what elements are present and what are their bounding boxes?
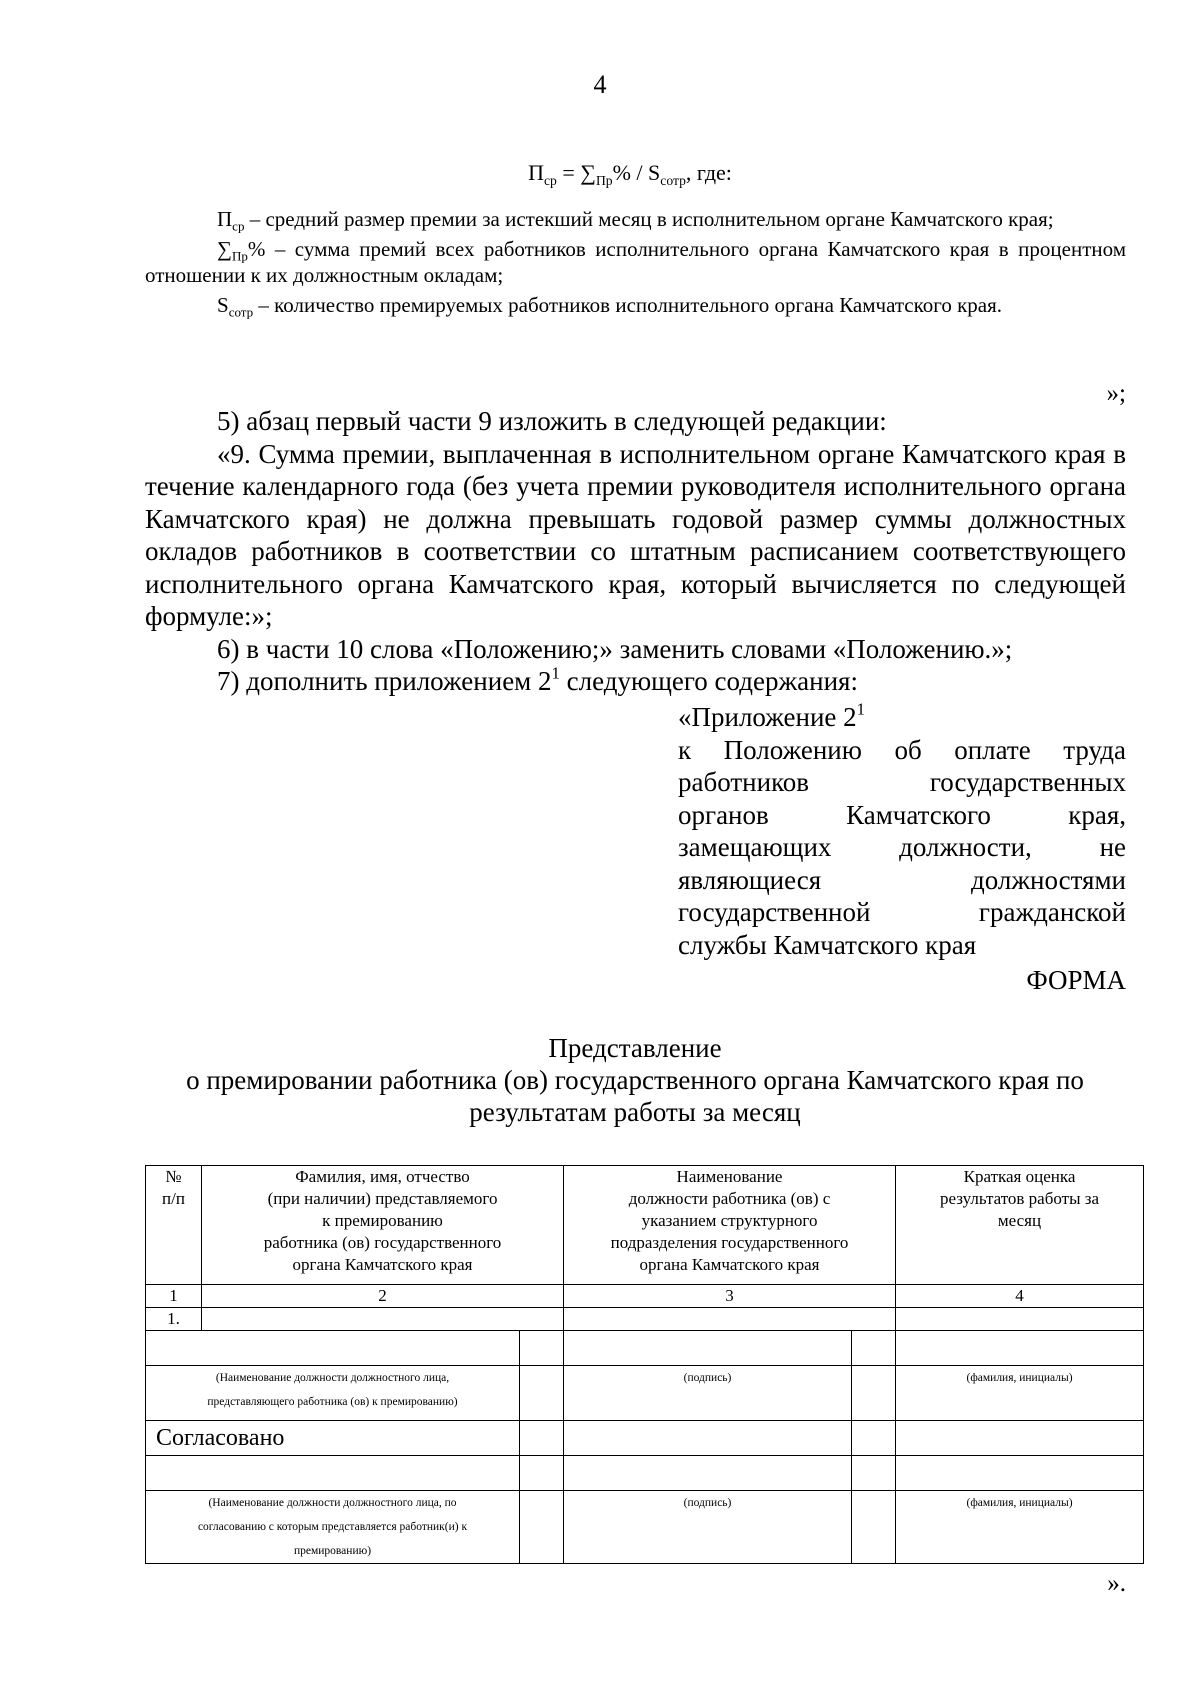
row-cell-assessment[interactable] xyxy=(896,1308,1144,1331)
title-line: результатам работы за месяц xyxy=(469,1097,801,1127)
appendix-line: органов Камчатского края, xyxy=(678,799,1126,830)
appendix-line: государственной гражданской xyxy=(678,897,1126,927)
agreed-row xyxy=(146,1421,1144,1456)
agreed-cell xyxy=(564,1421,852,1456)
column-number: 3 xyxy=(564,1285,896,1308)
definition-sum: $\sum_{Пр}\%$ – сумма премий всех работников исполнительного органа Камчатского края в процентном отношении к их должностным окладам; xyxy=(145,237,1126,287)
table-header-row xyxy=(146,1166,1144,1285)
item-9-text: «9. Сумма премии, выплаченная в исполнительном органе Камчатского края в течение календарного года (без учета премии руководителя исполнительного органа Камчатского края) не должна превышать годовой размер суммы должностных окладов работников в соответствии со штатным расписанием соответствующего исполнительного органа Камчатского края, который вычисляется по следующей формуле:»; xyxy=(145,438,1126,631)
spacer-cell xyxy=(852,1331,896,1366)
appendix-line: работников государственных xyxy=(678,767,1126,797)
approver-signature-caption: (подпись) xyxy=(564,1491,852,1564)
formula-definitions xyxy=(145,206,1126,322)
appendix-line: замещающих должности, не xyxy=(678,832,1126,862)
title-line: о премировании работника (ов) государственного органа Камчатского края по xyxy=(186,1065,1084,1095)
formula: $П_{ср} = \sum_{Пр}\% / S_{сотр}$, где: xyxy=(528,160,732,188)
approver-position-caption: (Наименование должности должностного лица, по согласованию с которым представляется работник(и) к премированию) xyxy=(146,1491,520,1564)
signature-caption-row xyxy=(146,1366,1144,1421)
spacer-cell xyxy=(520,1366,564,1421)
table-row xyxy=(146,1308,1144,1331)
header-number: № п/п xyxy=(146,1166,202,1285)
signature-blank-row xyxy=(146,1331,1144,1366)
amendments-body xyxy=(145,405,1126,698)
column-number-row xyxy=(146,1285,1144,1308)
item-7: 7) дополнить приложением $2^1$ следующего содержания: xyxy=(217,663,858,696)
document-title xyxy=(0,1032,1200,1128)
item-5: 5) абзац первый части 9 изложить в следующей редакции: xyxy=(217,406,887,436)
approver-signature-blank[interactable] xyxy=(564,1456,852,1491)
spacer-cell xyxy=(852,1366,896,1421)
spacer-cell xyxy=(520,1491,564,1564)
form-label: ФОРМА xyxy=(1026,965,1126,995)
item-6: 6) в части 10 слова «Положению;» заменить словами «Положению.»; xyxy=(217,633,1013,664)
spacer-cell xyxy=(852,1421,896,1456)
approver-name-caption: (фамилия, инициалы) xyxy=(896,1491,1144,1564)
name-caption: (фамилия, инициалы) xyxy=(896,1366,1144,1421)
header-position: Наименование должности работника (ов) с указанием структурного подразделения государственного органа Камчатского края xyxy=(564,1166,896,1285)
spacer-cell xyxy=(520,1421,564,1456)
spacer-cell xyxy=(520,1331,564,1366)
appendix-title: «Приложение $2^1$ xyxy=(678,699,866,732)
agreed-cell xyxy=(896,1421,1144,1456)
appendix-heading xyxy=(678,701,1126,961)
title-line: Представление xyxy=(548,1033,722,1063)
row-cell-position[interactable] xyxy=(564,1308,896,1331)
approval-caption-row xyxy=(146,1491,1144,1564)
name-blank[interactable] xyxy=(896,1331,1144,1366)
signature-caption: (подпись) xyxy=(564,1366,852,1421)
agreed-label: Согласовано xyxy=(146,1421,520,1456)
bonus-form-table xyxy=(145,1165,1144,1564)
definition-s-staff: $S_{сотр}$ – количество премируемых работников исполнительного органа Камчатского края. xyxy=(217,293,1003,320)
row-cell-name[interactable] xyxy=(202,1308,564,1331)
appendix-line: службы Камчатского края xyxy=(678,929,977,960)
spacer-cell xyxy=(520,1456,564,1491)
closing-quote-1: »; xyxy=(1106,380,1126,407)
position-blank[interactable] xyxy=(146,1331,520,1366)
appendix-line: к Положению об оплате труда xyxy=(678,734,1126,765)
signature-blank[interactable] xyxy=(564,1331,852,1366)
row-number: 1. xyxy=(146,1308,202,1331)
approver-position-blank[interactable] xyxy=(146,1456,520,1491)
page-number: 4 xyxy=(593,70,607,99)
approval-blank-row xyxy=(146,1456,1144,1491)
approver-name-blank[interactable] xyxy=(896,1456,1144,1491)
header-assessment: Краткая оценка результатов работы за месяц xyxy=(896,1166,1144,1285)
closing-quote-2: ». xyxy=(1107,1570,1126,1597)
appendix-line: являющиеся должностями xyxy=(678,864,1126,895)
position-caption: (Наименование должности должностного лица, представляющего работника (ов) к премированию) xyxy=(146,1366,520,1421)
spacer-cell xyxy=(852,1456,896,1491)
column-number: 1 xyxy=(146,1285,202,1308)
column-number: 2 xyxy=(202,1285,564,1308)
spacer-cell xyxy=(852,1491,896,1564)
header-full-name: Фамилия, имя, отчество (при наличии) представляемого к премированию работника (ов) государственного органа Камчатского края xyxy=(202,1166,564,1285)
definition-p-avg: $П_{ср}$ – средний размер премии за истекший месяц в исполнительном органе Камчатского края; xyxy=(217,207,1054,234)
column-number: 4 xyxy=(896,1285,1144,1308)
